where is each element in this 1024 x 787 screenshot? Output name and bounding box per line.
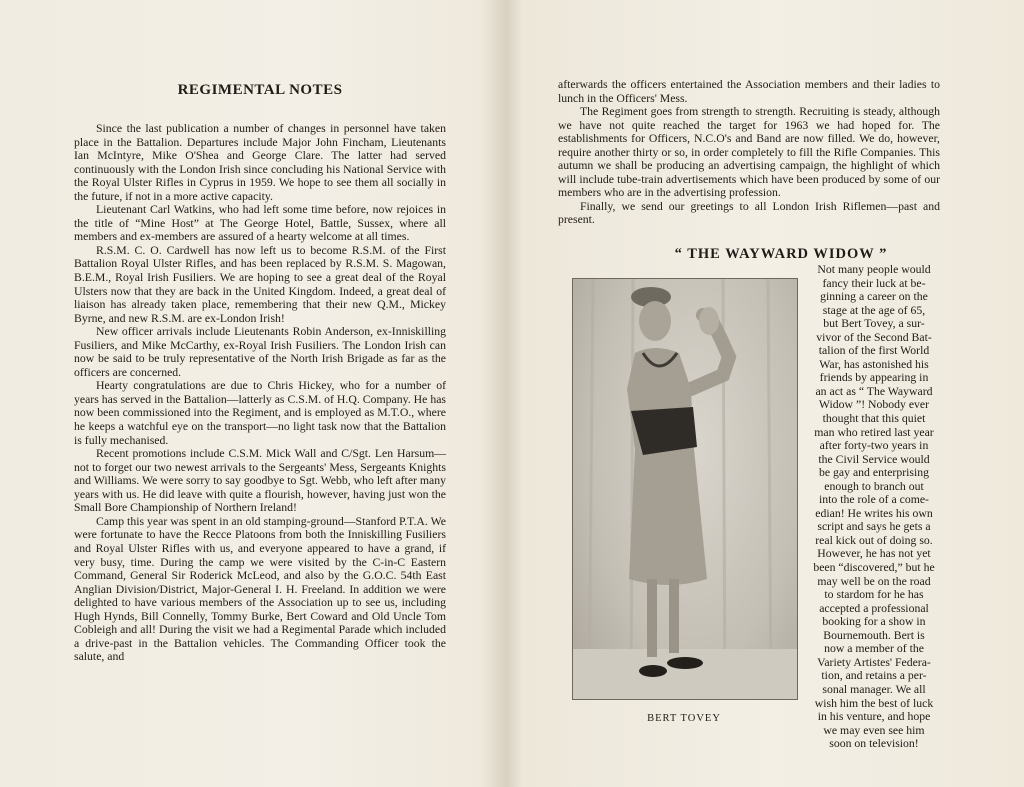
article-title: “ THE WAYWARD WIDOW ” [674,246,888,262]
paragraph: Since the last publication a number of changes in personnel have taken place in the Battalion. Departures include Major John Fincham, Lieutenants Ian McIntyre, Mike O'Shea and George Clare. The latter had served continuously with the London Irish since concluding his National Service with the Royal Ulster Rifles in Cyprus in 1959. We hope to see them all socially in the future, if not in a more active capacity. [74,122,446,203]
article-line: tion, and retains a per- [821,669,927,683]
article-line: vivor of the Second Bat- [816,330,932,344]
article-line: accepted a professional [819,601,929,615]
article-line: edian! He writes his own [815,506,933,520]
article-line: thought that this quiet [822,412,926,426]
article-line: we may even see him [823,723,925,737]
article-line: an act as “ The Wayward [815,384,933,398]
photo-caption: BERT TOVEY [647,713,721,724]
article-line: the Civil Service would [818,452,930,466]
article-line: after forty-two years in [819,439,929,453]
article-line: be gay and enterprising [819,466,929,480]
paragraph: Lieutenant Carl Watkins, who had left some time before, now rejoices in the title of “Mine Host” at The George Hotel, Battle, Sussex, where all members and ex-members are assured of a hearty welcome at all times. [74,203,446,244]
article-line: ginning a career on the [820,290,928,304]
article-line: to stardom for he has [824,588,924,602]
article-line: been “discovered,” but he [813,561,935,575]
paragraph: New officer arrivals include Lieutenants Robin Anderson, ex-Inniskilling Fusiliers, and Mike McCarthy, ex-Royal Irish Fusiliers. The London Irish can now be said to be truly representative of the North Irish Brigade as far as the officers are concerned. [74,325,446,379]
left-page [0,0,510,787]
article-line: wish him the best of luck [814,696,934,710]
paragraph: R.S.M. C. O. Cardwell has now left us to become R.S.M. of the First Battalion Royal Ulster Rifles, and has been replaced by R.S.M. S. Magowan, B.E.M., Royal Irish Fusiliers. We are hoping to see a great deal of the Royal Ulsters now that they are back in the United Kingdom. Indeed, a great deal of liaison has already taken place, remembering that their new Q.M., Mickey Byrne, and new R.S.M. are ex-London Irish! [74,243,446,325]
paragraph-continuation: afterwards the officers entertained the Association members and their ladies to lunch in the Officers' Mess. [558,78,940,105]
article-line: Not many people would [817,263,931,276]
paragraph: Hearty congratulations are due to Chris Hickey, who for a number of years has served in the Battalion—latterly as C.S.M. of H.Q. Company. He has now been commissioned into the Regiment, and is employed as M.T.O., where he keeps a watchful eye on the transport—no light task now that the Battalion is fully mechanised. [74,379,446,447]
article-line: real kick out of doing so. [815,533,933,547]
right-page [510,0,1024,787]
article-text [802,263,946,751]
article-line: talion of the first World [818,344,930,358]
figure-silhouette [573,279,797,699]
paragraph: Recent promotions include C.S.M. Mick Wall and C/Sgt. Len Harsum—not to forget our two newest arrivals to the Sergeants' Mess, Sergeants Knights and Williams. We were sorry to say goodbye to Sgt. Webb, who left after many years with us. He did leave with quite a flourish, however, having just won the Small Bore Championship of Northern Ireland! [74,447,446,515]
paragraph: Finally, we send our greetings to all London Irish Riflemen—past and present. [558,199,940,227]
article-line: may well be on the road [817,574,931,588]
article-line: Bournemouth. Bert is [823,628,925,642]
article-line: War, has astonished his [819,357,929,371]
paragraph: The Regiment goes from strength to strength. Recruiting is steady, although we have not quite reached the target for 1963 we had hoped for. The establishments for Officers, N.C.O's and Band are now filled. We do, however, require another thirty or so, in order completely to fill the Rifle Companies. This autumn we shall be producing an advertising campaign, the highlight of which will include tube-train advertisements which have been produced by some of our members who are in the advertising profession. [558,105,940,200]
article-line: man who retired last year [814,425,934,439]
article-line: enough to branch out [824,479,924,493]
article-line: soon on television! [829,737,919,751]
article-line: script and says he gets a [817,520,931,534]
paragraph: Camp this year was spent in an old stamping-ground—Stanford P.T.A. We were fortunate to have the Recce Platoons from both the Inniskilling Fusiliers and Royal Ulster Rifles with us, and everyone appeared to have a grand, if very busy, time. During the camp we were visited by the C-in-C Eastern Command, General Sir Roderick McLeod, and also by the G.O.C. 54th East Anglian Division/District, Major-General I. H. Freeland. In addition we were delighted to have various members of the Association up to see us, including Hugh Hynds, Bill Connelly, Tommy Burke, Bert Coward and Old Uncle Tom Cobleigh and all! During the visit we had a Regimental Parade which included a drive-past in the Battalion vehicles. The Commanding Officer took the salute, and [74,514,446,664]
article-line: sonal manager. We all [822,682,926,696]
article-line: Variety Artistes' Federa- [817,655,931,669]
article-line: but Bert Tovey, a sur- [823,317,925,331]
article-line: Widow ”! Nobody ever [818,398,930,412]
article-line: However, he has not yet [817,547,931,561]
article-line: now a member of the [824,642,924,656]
continued-text [558,78,940,227]
article-line: booking for a show in [822,615,926,629]
article-line: stage at the age of 65, [822,303,926,317]
article-line: into the role of a come- [819,493,929,507]
article-line: in his venture, and hope [817,710,931,724]
page-heading: REGIMENTAL NOTES [177,82,343,98]
regimental-notes-text [74,122,446,664]
photo-bert-tovey [572,278,798,700]
article-line: friends by appearing in [819,371,929,385]
article-line: fancy their luck at be- [822,276,926,290]
